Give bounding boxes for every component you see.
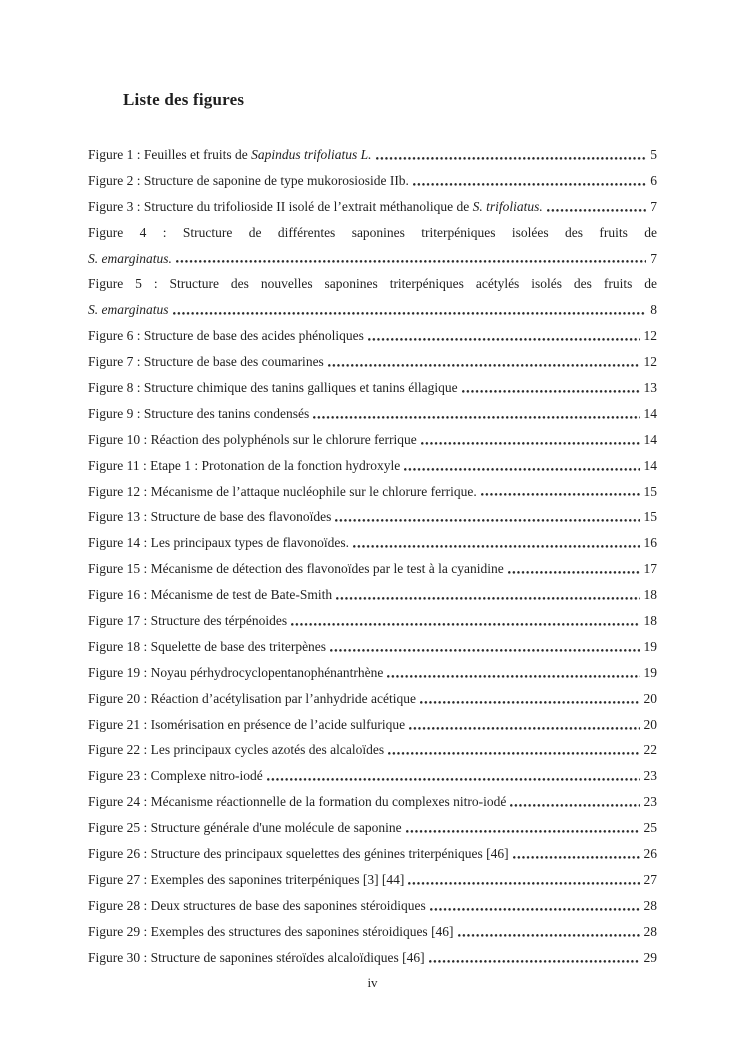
- figure-entry-line: [88, 504, 657, 530]
- figure-entry-text: [88, 453, 400, 479]
- figure-entry-text: [88, 919, 454, 945]
- figure-entry-line: [88, 297, 657, 323]
- figure-entry-line: [88, 815, 657, 841]
- entry-text-run: Figure 1 : Feuilles et fruits de: [88, 147, 252, 162]
- leader-dots: [513, 841, 640, 867]
- entry-page-number: 14: [643, 457, 657, 473]
- page-title: Liste des figures: [123, 90, 245, 109]
- leader-dots: [429, 945, 640, 971]
- leader-dots: [408, 867, 639, 893]
- entry-text-run: Figure 4 : Structure de différentes saponines triterpéniques isolées des fruits de: [88, 224, 657, 240]
- entry-text-run: Figure 15 : Mécanisme de détection des flavonoïdes par le test à la cyanidine: [88, 561, 504, 577]
- entry-text-run: Figure 27 : Exemples des saponines triterpéniques [3] [44]: [88, 871, 405, 887]
- figure-entry-line: [88, 660, 657, 686]
- entry-page-number: 19: [643, 664, 657, 680]
- leader-dots: [330, 634, 639, 660]
- entry-page-number: 7: [650, 198, 657, 214]
- entry-page-number: 25: [643, 820, 657, 836]
- entry-page-number: 18: [643, 613, 657, 629]
- figure-entry-line: [88, 556, 657, 582]
- figure-entry-line: [88, 349, 657, 375]
- figure-entry-text: [88, 634, 326, 660]
- figure-entry-line: [88, 323, 657, 349]
- entry-text-run: Figure 26 : Structure des principaux squelettes des génines triterpéniques [46]: [88, 846, 509, 862]
- figure-entry-text: [88, 168, 409, 194]
- leader-dots: [176, 246, 646, 272]
- figure-entry-text: [88, 945, 425, 971]
- entry-text-run: Figure 2 : Structure de saponine de type mukorosioside IIb.: [88, 172, 409, 188]
- figure-entry-line: [88, 246, 657, 272]
- figure-entry-text: [88, 375, 458, 401]
- leader-dots: [409, 712, 639, 738]
- figure-entry-line: [88, 945, 657, 971]
- entry-text-run: Figure 7 : Structure de base des coumarines: [88, 354, 324, 370]
- footer-page-number: iv: [367, 974, 378, 990]
- figure-entry-line: [88, 530, 657, 556]
- figure-entry-text: [88, 276, 657, 291]
- figure-entry-line: [88, 194, 657, 220]
- figure-entry-line: [88, 763, 657, 789]
- figure-entry-text: [88, 142, 372, 168]
- leader-dots: [335, 504, 639, 530]
- leader-dots: [173, 297, 647, 323]
- leader-dots: [368, 323, 640, 349]
- figure-entry-line: [88, 634, 657, 660]
- figure-entry-text: [88, 815, 402, 841]
- leader-dots: [458, 919, 640, 945]
- figure-entry-text: [88, 893, 426, 919]
- figure-entry-line: [88, 841, 657, 867]
- figure-entry-text: [88, 867, 404, 893]
- entry-page-number: 15: [643, 483, 657, 499]
- entry-text-run: Figure 12 : Mécanisme de l’attaque nucléophile sur le chlorure ferrique.: [88, 483, 477, 499]
- leader-dots: [430, 893, 640, 919]
- figure-entry-text: [88, 789, 506, 815]
- figure-entry-line: [88, 893, 657, 919]
- entry-page-number: 29: [643, 949, 657, 965]
- figure-entry-text: [88, 582, 332, 608]
- figure-entry-text: [88, 686, 416, 712]
- leader-dots: [547, 194, 646, 220]
- species-name-italic: S. emarginatus: [88, 302, 169, 318]
- leader-dots: [406, 815, 640, 841]
- entry-page-number: 23: [643, 794, 657, 810]
- leader-dots: [404, 453, 639, 479]
- leader-dots: [291, 608, 639, 634]
- entry-text-run: Figure 8 : Structure chimique des tanins galliques et tanins éllagique: [88, 380, 458, 396]
- entry-text-run: Figure 21 : Isomérisation en présence de l’acide sulfurique: [88, 716, 406, 732]
- figure-entry-line: [88, 453, 657, 479]
- entry-text-run: Figure 16 : Mécanisme de test de Bate-Smith: [88, 587, 333, 603]
- figure-entry-line: [88, 271, 657, 297]
- figure-entry-text: [88, 323, 364, 349]
- figure-entry-text: [88, 504, 331, 530]
- leader-dots: [376, 142, 647, 168]
- leader-dots: [387, 660, 639, 686]
- figure-list: [88, 142, 657, 971]
- entry-text-run: Figure 5 : Structure des nouvelles saponines triterpéniques acétylés isolés des fruits de: [88, 276, 657, 292]
- figure-entry-line: [88, 479, 657, 505]
- figure-entry-text: [88, 349, 324, 375]
- figure-entry-line: [88, 789, 657, 815]
- figure-entry-text: [88, 225, 657, 240]
- figure-entry-line: [88, 686, 657, 712]
- leader-dots: [336, 582, 639, 608]
- species-name-italic: S. trifoliatus.: [472, 198, 543, 214]
- entry-text-run: Figure 24 : Mécanisme réactionnelle de la formation du complexes nitro-iodé: [88, 794, 507, 810]
- entry-text-run: Figure 17 : Structure des térpénoides: [88, 613, 288, 629]
- figure-entry-text: [88, 297, 169, 323]
- figure-entry-text: [88, 712, 405, 738]
- entry-page-number: 6: [650, 172, 657, 188]
- leader-dots: [508, 556, 640, 582]
- figure-entry-text: [88, 194, 543, 220]
- entry-text-run: Figure 10 : Réaction des polyphénols sur le chlorure ferrique: [88, 431, 417, 447]
- figure-entry-line: [88, 168, 657, 194]
- figure-entry-line: [88, 737, 657, 763]
- figure-entry-line: [88, 712, 657, 738]
- leader-dots: [413, 168, 646, 194]
- figure-entry-text: [88, 427, 417, 453]
- figure-entry-text: [88, 556, 504, 582]
- figure-entry-line: [88, 582, 657, 608]
- figure-entry-text: [88, 841, 509, 867]
- entry-page-number: 28: [643, 923, 657, 939]
- entry-page-number: 14: [643, 431, 657, 447]
- entry-text-run: Figure 14 : Les principaux types de flavonoïdes.: [88, 535, 349, 551]
- entry-page-number: 15: [643, 509, 657, 525]
- figure-entry-line: [88, 375, 657, 401]
- entry-page-number: 18: [643, 587, 657, 603]
- leader-dots: [510, 789, 639, 815]
- entry-page-number: 7: [650, 250, 657, 266]
- entry-text-run: Figure 30 : Structure de saponines stéroïdes alcaloïdiques [46]: [88, 949, 425, 965]
- entry-page-number: 19: [643, 638, 657, 654]
- figure-entry-text: [88, 401, 309, 427]
- figure-entry-line: [88, 608, 657, 634]
- entry-text-run: Figure 22 : Les principaux cycles azotés des alcaloïdes: [88, 742, 385, 758]
- figure-entry-text: [88, 479, 477, 505]
- leader-dots: [420, 686, 639, 712]
- leader-dots: [353, 530, 640, 556]
- entry-text-run: Figure 6 : Structure de base des acides phénoliques: [88, 328, 364, 344]
- leader-dots: [388, 737, 639, 763]
- entry-page-number: 17: [643, 561, 657, 577]
- entry-page-number: 12: [643, 328, 657, 344]
- leader-dots: [313, 401, 639, 427]
- leader-dots: [267, 763, 640, 789]
- entry-page-number: 27: [643, 871, 657, 887]
- figure-entry-line: [88, 220, 657, 246]
- figure-entry-line: [88, 427, 657, 453]
- entry-page-number: 28: [643, 897, 657, 913]
- entry-text-run: Figure 23 : Complexe nitro-iodé: [88, 768, 263, 784]
- figure-entry-text: [88, 737, 384, 763]
- entry-page-number: 14: [643, 405, 657, 421]
- entry-text-run: Figure 11 : Etape 1 : Protonation de la fonction hydroxyle: [88, 457, 401, 473]
- figure-entry-text: [88, 608, 287, 634]
- entry-text-run: Figure 18 : Squelette de base des triterpènes: [88, 638, 327, 654]
- leader-dots: [328, 349, 640, 375]
- entry-text-run: Figure 25 : Structure générale d'une molécule de saponine: [88, 820, 402, 836]
- figure-entry-line: [88, 867, 657, 893]
- entry-page-number: 8: [650, 302, 657, 318]
- species-name-italic: S. emarginatus.: [88, 250, 172, 266]
- species-name-italic: Sapindus trifoliatus L.: [251, 147, 372, 162]
- entry-page-number: 16: [643, 535, 657, 551]
- entry-page-number: 13: [643, 380, 657, 396]
- entry-page-number: 20: [643, 716, 657, 732]
- entry-text-run: Figure 9 : Structure des tanins condensés: [88, 405, 310, 421]
- entry-text-run: Figure 3 : Structure du trifolioside II isolé de l’extrait méthanolique de: [88, 198, 473, 214]
- entry-page-number: 5: [650, 147, 657, 162]
- figure-entry-line: [88, 919, 657, 945]
- figure-entry-text: [88, 530, 349, 556]
- figure-entry-text: [88, 763, 263, 789]
- entry-text-run: Figure 28 : Deux structures de base des saponines stéroidiques: [88, 897, 426, 913]
- figure-entry-text: [88, 660, 383, 686]
- figure-entry-line: [88, 401, 657, 427]
- entry-page-number: 26: [643, 846, 657, 862]
- figure-entry-line: [88, 142, 657, 168]
- entry-text-run: Figure 19 : Noyau pérhydrocyclopentanophénantrhène: [88, 664, 384, 680]
- entry-page-number: 22: [643, 742, 657, 758]
- entry-page-number: 12: [643, 354, 657, 370]
- entry-text-run: Figure 20 : Réaction d’acétylisation par l’anhydride acétique: [88, 690, 417, 706]
- entry-page-number: 20: [643, 690, 657, 706]
- figure-entry-text: [88, 246, 172, 272]
- entry-page-number: 23: [643, 768, 657, 784]
- leader-dots: [481, 479, 640, 505]
- leader-dots: [421, 427, 640, 453]
- entry-text-run: Figure 29 : Exemples des structures des saponines stéroidiques [46]: [88, 923, 454, 939]
- leader-dots: [462, 375, 640, 401]
- entry-text-run: Figure 13 : Structure de base des flavonoïdes: [88, 509, 332, 525]
